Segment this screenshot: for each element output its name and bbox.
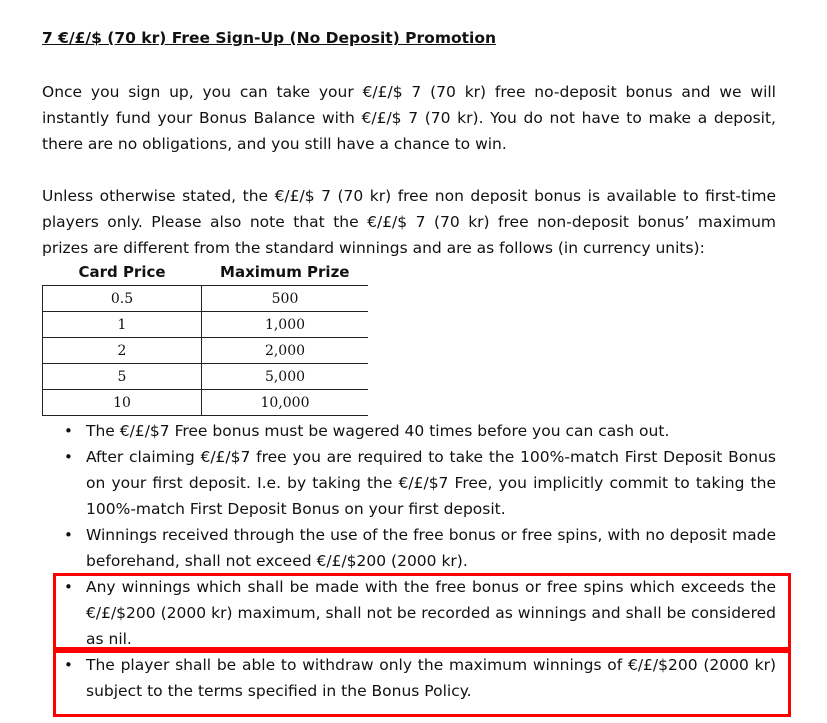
bullet-icon: • xyxy=(64,422,73,440)
card-price-cell: 10 xyxy=(43,390,202,416)
term-text: Winnings received through the use of the free bonus or free spins, with no deposit made beforehand, shall not exceed €/£/$200 (2000 kr). xyxy=(86,526,776,570)
table-header-row xyxy=(43,259,369,286)
term-text: After claiming €/£/$7 free you are required to take the 100%-match First Deposit Bonus on your first deposit. I.e. by taking the €/£/$7 Free, you implicitly commit to taking the 100%-match First Deposit Bonus on your first deposit. xyxy=(86,448,776,518)
term-text: Any winnings which shall be made with the free bonus or free spins which exceeds the €/£/$200 (2000 kr) maximum, shall not be recorded as winnings and shall be considered as nil. xyxy=(86,578,776,648)
card-price-cell: 2 xyxy=(43,338,202,364)
maximum-prize-cell: 2,000 xyxy=(202,338,369,364)
card-price-cell: 0.5 xyxy=(43,286,202,312)
list-item xyxy=(42,522,776,574)
bullet-icon: • xyxy=(64,656,73,674)
column-header-card-price: Card Price xyxy=(43,259,202,286)
term-text: The €/£/$7 Free bonus must be wagered 40 times before you can cash out. xyxy=(86,422,670,440)
table-row xyxy=(43,364,369,390)
column-header-maximum-prize: Maximum Prize xyxy=(202,259,369,286)
maximum-prize-cell: 10,000 xyxy=(202,390,369,416)
list-item xyxy=(42,444,776,522)
table-row xyxy=(43,338,369,364)
maximum-prize-cell: 5,000 xyxy=(202,364,369,390)
intro-paragraph: Once you sign up, you can take your €/£/$ 7 (70 kr) free no-deposit bonus and we will instantly fund your Bonus Balance with €/£/$ 7 (70 kr). You do not have to make a deposit, there are no obligations, and you still have a chance to win. xyxy=(42,83,776,153)
eligibility-paragraph: Unless otherwise stated, the €/£/$ 7 (70 kr) free non deposit bonus is available to first-time players only. Please also note that the €/£/$ 7 (70 kr) free non-deposit bonus’ maximum prizes are different from the standard winnings and are as follows (in currency units): xyxy=(42,187,776,257)
table-row xyxy=(43,312,369,338)
card-price-cell: 1 xyxy=(43,312,202,338)
page-title: 7 €/£/$ (70 kr) Free Sign-Up (No Deposit) Promotion xyxy=(42,29,497,47)
table-row xyxy=(43,390,369,416)
term-text: The player shall be able to withdraw only the maximum winnings of €/£/$200 (2000 kr) subject to the terms specified in the Bonus Policy. xyxy=(86,656,776,700)
bullet-icon: • xyxy=(64,526,73,544)
bullet-icon: • xyxy=(64,578,73,596)
maximum-prize-cell: 1,000 xyxy=(202,312,369,338)
bullet-icon: • xyxy=(64,448,73,466)
maximum-prize-cell: 500 xyxy=(202,286,369,312)
highlight-box-withdraw-limit xyxy=(53,650,791,717)
card-price-cell: 5 xyxy=(43,364,202,390)
table-row xyxy=(43,286,369,312)
highlight-box-winnings-nil xyxy=(53,573,791,650)
list-item xyxy=(42,418,776,444)
prize-table xyxy=(42,259,368,416)
